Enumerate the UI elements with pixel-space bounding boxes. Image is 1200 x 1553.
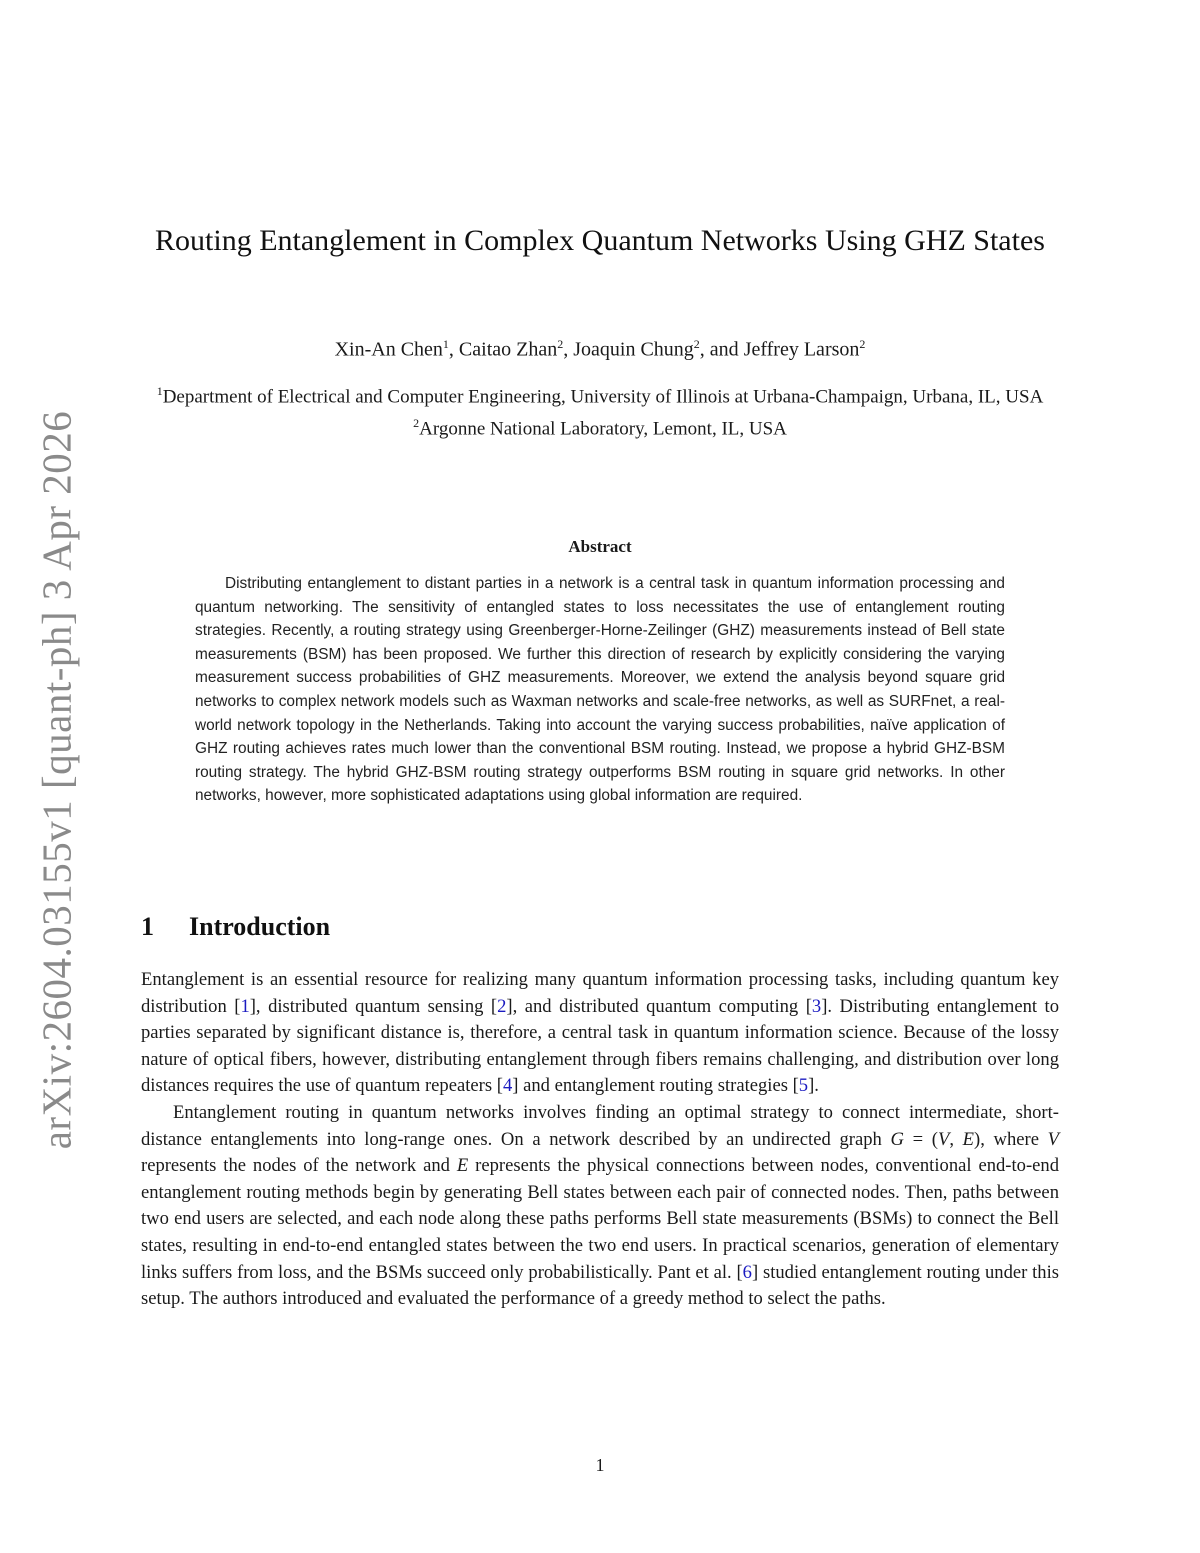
affiliation-text: Department of Electrical and Computer Engineering, University of Illinois at Urbana-Champaign, Urbana, IL, USA: [162, 386, 1044, 408]
introduction-body: [141, 967, 1059, 1313]
math-symbol: V: [937, 1128, 950, 1150]
citation-link[interactable]: 2: [497, 995, 507, 1017]
affiliation-mark: 1: [156, 384, 163, 398]
section-title: Introduction: [189, 912, 331, 941]
author-affiliation-mark: 2: [557, 337, 564, 351]
math-symbol: V: [1047, 1128, 1060, 1150]
author-name: Jeffrey Larson: [743, 338, 860, 361]
abstract-heading: Abstract: [568, 537, 632, 556]
paragraph-2: Entanglement routing in quantum networks involves finding an optimal strategy to connect intermediate, short-distance entanglements into long-range ones. On a network described by an undirected graph G = (V, E), where V represents the nodes of the network and E represents the physical connections between nodes, conventional end-to-end entanglement routing methods begin by generating Bell states between each pair of connected nodes. Then, paths between two end users are selected, and each node along these paths performs Bell state measurements (BSMs) to connect the Bell states, resulting in end-to-end entangled states between the two end users. In practical scenarios, generation of elementary links suffers from loss, and the BSMs succeed only probabilistically. Pant et al. [6] studied entanglement routing under this setup. The authors introduced and evaluated the performance of a greedy method to select the paths.: [141, 1101, 1060, 1310]
affiliation: [150, 410, 1050, 442]
citation-link[interactable]: 4: [502, 1075, 513, 1097]
arxiv-identifier-text: arXiv:2604.03155v1 [quant-ph] 3 Apr 2026: [33, 410, 80, 1150]
math-symbol: E: [962, 1128, 975, 1150]
affiliation-list: [150, 378, 1050, 443]
author-separator: ,: [563, 338, 574, 361]
author-name: Xin-An Chen: [334, 338, 443, 361]
author-affiliation-mark: 2: [693, 337, 700, 351]
author-separator: ,: [448, 338, 459, 361]
section-number: 1: [141, 912, 154, 941]
citation-link[interactable]: 3: [811, 995, 822, 1017]
author-affiliation-mark: 1: [442, 337, 449, 351]
math-symbol: E: [456, 1155, 469, 1177]
section-heading: [141, 912, 330, 942]
author-name: Joaquin Chung: [573, 338, 694, 361]
affiliation: [150, 378, 1050, 410]
arxiv-identifier: [16, 410, 96, 1150]
citation-link[interactable]: 1: [240, 995, 250, 1017]
author-affiliation-mark: 2: [859, 337, 866, 351]
affiliation-mark: 2: [413, 416, 420, 431]
author-list: [150, 330, 1050, 364]
author-name: Caitao Zhan: [458, 338, 558, 361]
math-symbol: G: [890, 1128, 904, 1150]
citation-link[interactable]: 6: [742, 1261, 752, 1283]
paper-title: Routing Entanglement in Complex Quantum Networks Using GHZ States: [155, 224, 1045, 257]
citation-link[interactable]: 5: [798, 1075, 809, 1097]
paragraph-1: Entanglement is an essential resource for realizing many quantum information processing tasks, including quantum key distribution [1], distributed quantum sensing [2], and distributed quantum computing [3]. Distributing entanglement to parties separated by significant distance is, therefore, a central task in quantum information science. Because of the lossy nature of optical fibers, however, distributing entanglement through fibers remains challenging, and distribution over long distances requires the use of quantum repeaters [4] and entanglement routing strategies [5].: [141, 969, 1059, 1097]
affiliation-text: Argonne National Laboratory, Lemont, IL, USA: [419, 418, 787, 440]
author-separator: , and: [699, 338, 744, 361]
page-number: 1: [595, 1455, 605, 1475]
abstract-text: Distributing entanglement to distant parties in a network is a central task in quantum information processing and quantum networking. The sensitivity of entangled states to loss necessitates the use of entanglement routing strategies. Recently, a routing strategy using Greenberger-Horne-Zeilinger (GHZ) measurements instead of Bell state measurements (BSM) has been proposed. We further this direction of research by explicitly considering the varying measurement success probabilities of GHZ measurements. Moreover, we extend the analysis beyond square grid networks to complex network models such as Waxman networks and scale-free networks, as well as SURFnet, a real-world network topology in the Netherlands. Taking into account the varying success probabilities, naïve application of GHZ routing achieves rates much lower than the conventional BSM routing. Instead, we propose a hybrid GHZ-BSM routing strategy. The hybrid GHZ-BSM routing strategy outperforms BSM routing in square grid networks. In other networks, however, more sophisticated adaptations using global information are required.: [195, 575, 1005, 805]
